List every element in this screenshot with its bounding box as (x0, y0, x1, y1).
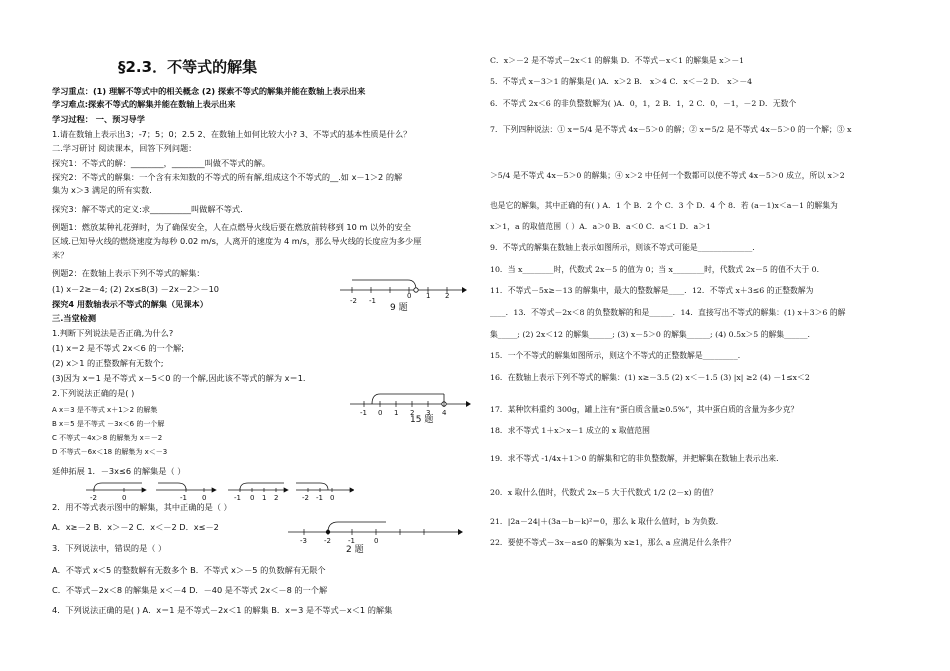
fig2-tick: -3 (300, 537, 307, 545)
fig2-tick: -1 (348, 537, 355, 545)
check-q2-b: B x＝5 是不等式 －3x＜6 的一个解 (52, 420, 165, 428)
check-q1-1: (1) x＝2 是不等式 2x＜6 的一个解; (52, 343, 184, 353)
small-axis-tick: 0 (250, 494, 255, 502)
q4-cd: C．x＞－2 是不等式－2x＜1 的解集 D．不等式－x＜1 的解集是 x＞－1 (490, 56, 745, 65)
extension-q2-options: A．x≥－2 B．x＞－2 C．x＜－2 D．x≤－2 (52, 522, 219, 532)
q17: 17．某种饮料重约 300g，罐上注有“蛋白质含量≥0.5%”，其中蛋白质的含量为多少克？ (490, 405, 799, 414)
q20: 20．x 取什么值时，代数式 2x－5 大于代数式 1/2 (2－x) 的值？ (490, 488, 718, 497)
fig15-label: 15 题 (410, 415, 434, 425)
explore-3: 探究3：解不等式的定义:求__________叫做解不等式. (52, 204, 243, 214)
small-axis-tick: 0 (202, 494, 207, 502)
small-axis-tick: 0 (330, 494, 335, 502)
q21: 21．|2a－24|＋(3a－b－k)²＝0，那么 k 取什么值时，b 为负数． (490, 517, 724, 526)
q11-q12: 11．不等式－5x≥－13 的解集中，最大的整数解是____．12．不等式 x＋3≤6 的正整数解为 (490, 286, 814, 295)
small-axis-tick: 1 (262, 494, 267, 502)
number-line-fig2 (286, 512, 466, 552)
q22: 22．要使不等式－3x－a≤0 的解集为 x≥1，那么 a 应满足什么条件？ (490, 538, 736, 547)
q18: 18．求不等式 1＋x＞x－1 成立的 x 取值范围 (490, 426, 650, 435)
extension-q1-axes (84, 480, 354, 502)
q7-cont: ＞5/4 是不等式 4x－5＞0 的解集；④ x＞2 中任何一个数都可以使不等式 4x－5＞0 成立，所以 x＞2 (490, 171, 845, 180)
extension-q3-cd: C．不等式－2x＜8 的解集是 x＜－4 D．－40 是不等式 2x＜－8 的一个解 (52, 585, 328, 595)
q7: 7．下列四种说法：① x＝5/4 是不等式 4x－5＞0 的解；② x＝5/2 是不等式 4x－5＞0 的一个解；③ x (490, 125, 852, 134)
small-axis-tick: 0 (122, 494, 127, 502)
q9: 9．不等式的解集在数轴上表示如图所示，则该不等式可能是______________． (490, 243, 761, 252)
fig15-tick: 4 (442, 409, 447, 417)
check-q2-a: A x＝3 是不等式 x＋1＞2 的解集 (52, 406, 158, 414)
fig9-tick: 0 (407, 292, 412, 300)
extension-q4: 4．下列说法正确的是( ) A．x＝1 是不等式－2x＜1 的解集 B．x＝3 是不等式－x＜1 的解集 (52, 605, 393, 615)
q16: 16．在数轴上表示下列不等式的解集：(1) x≥－3.5 (2) x＜－1.5 (3) |x| ≥2 (4) －1≤x＜2 (490, 373, 810, 382)
fig2-label: 2 题 (346, 545, 364, 555)
fig15-tick: 2 (410, 409, 415, 417)
learning-focus: 学习重点：(1) 理解不等式中的相关概念 (2) 探索不等式的解集并能在数轴上表示出来 (52, 86, 366, 96)
study-heading: 二.学习研讨 阅读课本，回答下列问题： (52, 143, 197, 153)
check-q1-3: (3)因为 x＝1 是不等式 x－5＜0 的一个解,因此该不等式的解为 x＝1. (52, 373, 306, 383)
q7-q8: 也是它的解集，其中正确的有( ) A．1 个 B．2 个 C．3 个 D．4 个 8．若 (a－1)x＜a－1 的解集为 (490, 201, 838, 210)
preview-question: 1.请在数轴上表示出3；-7；5；0；2.5 2、在数轴上如何比较大小? 3、不等式的基本性质是什么？ (52, 129, 412, 139)
fig9-tick: 2 (445, 292, 450, 300)
example-2: 例题2：在数轴上表示下列不等式的解集： (52, 268, 205, 278)
check-q1-2: (2) x＞1 的正整数解有无数个; (52, 358, 164, 368)
check-q2: 2.下列说法正确的是( ) (52, 388, 135, 398)
example-1-end: 米？ (52, 250, 69, 260)
q12-q14: ____．13．不等式－2x＜8 的负整数解的和是______．14．直接写出不等式的解集：(1) x＋3＞6 的解 (490, 308, 846, 317)
q19: 19．求不等式 -1/4x＋1＞0 的解集和它的非负整数解，并把解集在数轴上表示出来． (490, 454, 784, 463)
check-q1: 1.判断下列说法是否正确,为什么? (52, 328, 174, 338)
learning-process-heading: 学习过程： 一、预习导学 (52, 114, 145, 124)
small-axis-tick: 2 (274, 494, 279, 502)
fig9-tick: -2 (350, 297, 357, 305)
small-axis-tick: -2 (302, 494, 309, 502)
extension-q3: 3．下列说法中，错误的是（ ） (52, 543, 167, 553)
q15: 15．一个不等式的解集如图所示，则这个不等式的正整数解是_________． (490, 351, 746, 360)
q5: 5．不等式 x－3＞1 的解集是( )A．x＞2 B． x＞4 C．x＜－2 D． x＞－4 (490, 77, 753, 86)
example-1-cont: 区域.已知导火线的燃烧速度为每秒 0.02 m/s，人离开的速度为 4 m/s，那么导火线的长度应为多少厘 (52, 236, 422, 246)
check-heading: 三.当堂检测 (52, 313, 97, 323)
example-2-items: (1) x－2≥－4; (2) 2x≤8(3) －2x－2＞－10 (52, 284, 220, 294)
fig2-tick: -2 (324, 537, 331, 545)
fig9-label: 9 题 (390, 303, 408, 313)
small-axis-tick: -1 (234, 494, 241, 502)
q14-items: 集_____; (2) 2x＜12 的解集______; (3) x－5＞0 的解集______; (4) 0.5x＞5 的解集______． (490, 330, 816, 339)
fig9-tick: 1 (426, 292, 431, 300)
extension-q1: 延伸拓展 1．－3x≤6 的解集是（ ） (52, 466, 186, 476)
check-q2-c: C 不等式－4x＞8 的解集为 x＝－2 (52, 434, 163, 442)
page-title: §2.3．不等式的解集 (118, 58, 258, 76)
q8-options: x＞1，a 的取值范围（ ）A．a＞0 B．a＜0 C．a＜1 D．a＞1 (490, 222, 711, 231)
fig15-tick: -1 (360, 409, 367, 417)
q6: 6．不等式 2x＜6 的非负整数解为( )A．0，1，2 B．1，2 C．0，－1，－2 D．无数个 (490, 99, 797, 108)
fig15-tick: 0 (378, 409, 383, 417)
extension-q2: 2．用不等式表示图中的解集，其中正确的是（ ） (52, 502, 232, 512)
fig2-tick: 0 (374, 537, 379, 545)
fig9-tick: -1 (369, 297, 376, 305)
q10: 10．当 x________时，代数式 2x－5 的值为 0；当 x________时，代数式 2x－5 的值不大于 0． (490, 265, 825, 274)
explore-2: 探究2：不等式的解集：一个含有未知数的不等式的所有解,组成这个不等式的__.如 x－1＞2 的解 (52, 172, 403, 182)
example-1: 例题1：燃放某种礼花弹时，为了确保安全，人在点燃导火线后要在燃放前转移到 10 m 以外的安全 (52, 222, 411, 232)
small-axis-tick: -1 (316, 494, 323, 502)
fig15-tick: 3 (426, 409, 431, 417)
fig15-tick: 1 (394, 409, 399, 417)
explore-4: 探究4 用数轴表示不等式的解集（见课本） (52, 299, 208, 309)
explore-1: 探究1：不等式的解：________，________叫做不等式的解。 (52, 158, 271, 168)
small-axis-tick: -1 (180, 494, 187, 502)
learning-difficulty: 学习难点:探索不等式的解集并能在数轴上表示出来 (52, 99, 236, 109)
explore-2-cont: 集为 x＞3 满足的所有实数. (52, 185, 152, 195)
extension-q3-ab: A．不等式 x＜5 的整数解有无数多个 B．不等式 x＞－5 的负数解有无限个 (52, 565, 326, 575)
small-axis-tick: -2 (90, 494, 97, 502)
check-q2-d: D 不等式－6x＜18 的解集为 x＜－3 (52, 448, 168, 456)
